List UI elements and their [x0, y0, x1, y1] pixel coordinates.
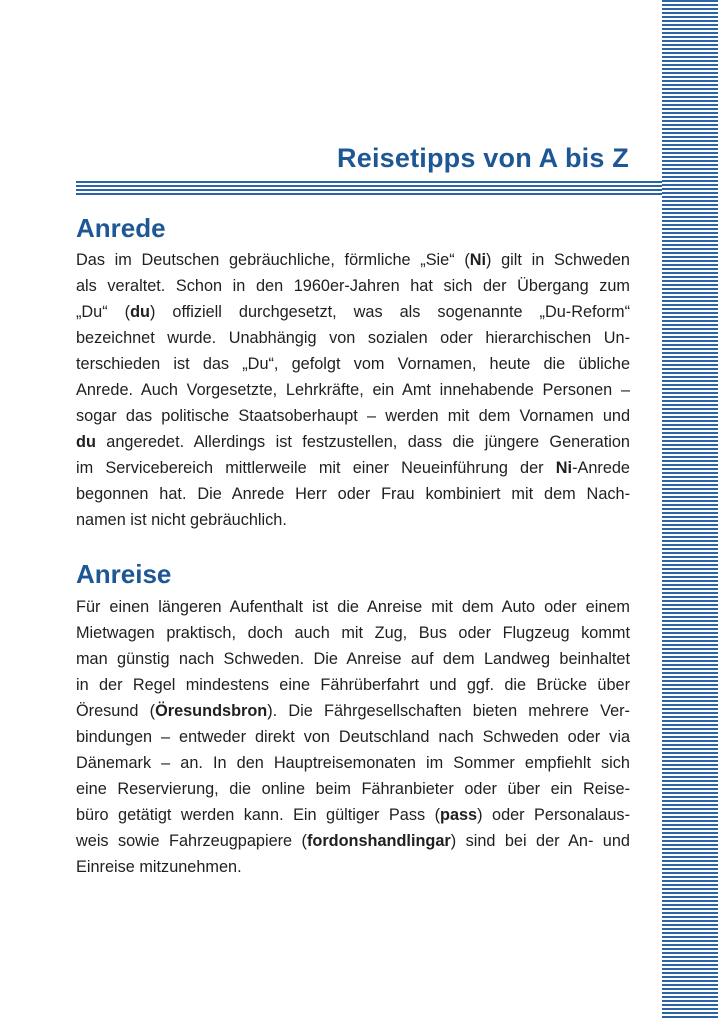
text-line: terschieden ist das „Du“, gefolgt vom Vornamen, heute die übliche	[76, 355, 630, 373]
bold-term: Ni	[555, 459, 573, 477]
text-line: Für einen längeren Aufenthalt ist die Anreise mit dem Auto oder einem	[76, 598, 630, 616]
text-line: als veraltet. Schon in den 1960er-Jahren hat sich der Übergang zum	[76, 277, 630, 295]
text-line: man günstig nach Schweden. Die Anreise auf dem Landweg beinhaltet	[76, 650, 630, 668]
text-line: Anrede. Auch Vorgesetzte, Lehrkräfte, ein Amt innehabende Personen –	[76, 381, 630, 399]
text-line: Öresund (Öresundsbron). Die Fährgesellschaften bieten mehrere Ver-	[76, 702, 630, 720]
text-line: namen ist nicht gebräuchlich.	[76, 511, 287, 529]
text-line: weis sowie Fahrzeugpapiere (fordonshandlingar) sind bei der An- und	[76, 832, 630, 850]
text-line: in der Regel mindestens eine Fährüberfahrt und ggf. die Brücke über	[76, 676, 630, 694]
bold-term: du	[130, 303, 150, 321]
bold-term: du	[76, 433, 96, 451]
text-line: Dänemark – an. In den Hauptreisemonaten im Sommer empfiehlt sich	[76, 754, 630, 772]
text-line: bezeichnet wurde. Unabhängig von sozialen oder hierarchischen Un-	[76, 329, 630, 347]
side-stripe-decoration	[662, 0, 718, 1020]
text-line: begonnen hat. Die Anrede Herr oder Frau kombiniert mit dem Nach-	[76, 485, 630, 503]
bold-term: pass	[440, 806, 478, 824]
text-line: Einreise mitzunehmen.	[76, 858, 242, 876]
text-line: du angeredet. Allerdings ist festzustellen, dass die jüngere Generation	[76, 433, 630, 451]
text-line: bindungen – entweder direkt von Deutschland nach Schweden oder via	[76, 728, 630, 746]
bold-term: Öresundsbron	[155, 702, 268, 720]
section-body-anreise	[76, 594, 630, 880]
bold-term: fordonshandlingar	[306, 832, 451, 850]
text-line: büro getätigt werden kann. Ein gültiger Pass (pass) oder Personalaus-	[76, 806, 630, 824]
text-line: Das im Deutschen gebräuchliche, förmliche „Sie“ (Ni) gilt in Schweden	[76, 251, 630, 269]
header-rule-lines	[76, 181, 662, 195]
section-heading-anreise: Anreise	[76, 559, 172, 589]
text-line: „Du“ (du) offiziell durchgesetzt, was als sogenannte „Du-Reform“	[76, 303, 630, 321]
section-heading-anrede: Anrede	[76, 213, 166, 243]
bold-term: Ni	[469, 251, 487, 269]
text-line: im Servicebereich mittlerweile mit einer Neueinführung der Ni-Anrede	[76, 459, 630, 477]
text-line: eine Reservierung, die online beim Fähranbieter oder über ein Reise-	[76, 780, 630, 798]
section-body-anrede	[76, 247, 630, 533]
page-header-title: Reisetipps von A bis Z	[337, 143, 629, 173]
text-line: Mietwagen praktisch, doch auch mit Zug, Bus oder Flugzeug kommt	[76, 624, 630, 642]
text-line: sogar das politische Staatsoberhaupt – werden mit dem Vornamen und	[76, 407, 630, 425]
